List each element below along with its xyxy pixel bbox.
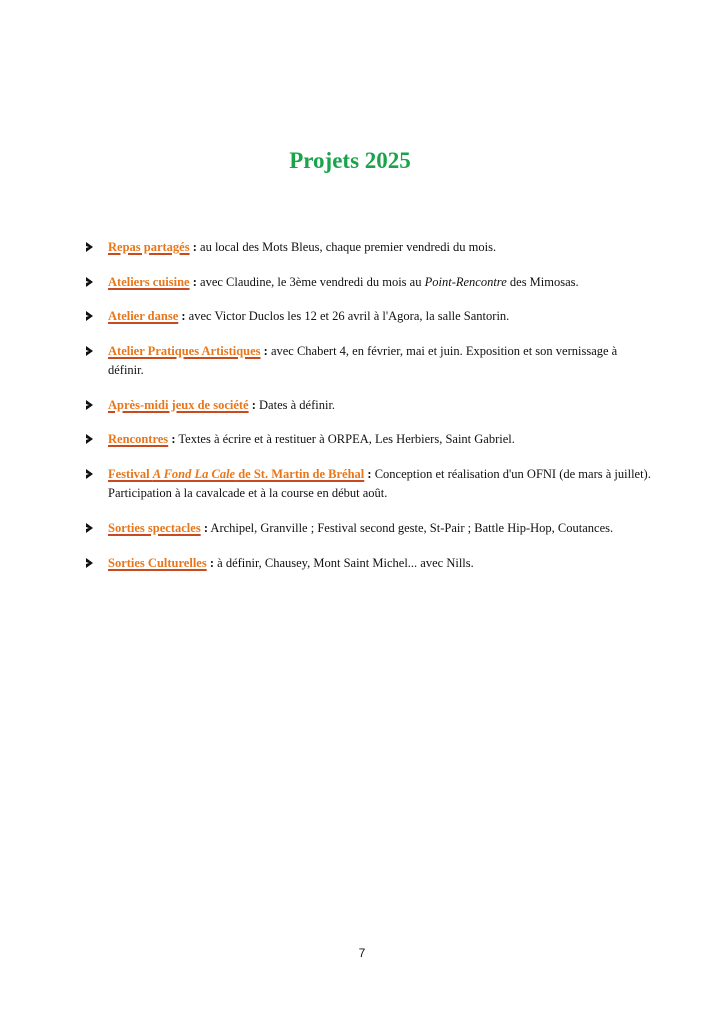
arrow-bullet-icon (86, 242, 93, 252)
project-label: Sorties Culturelles (108, 555, 207, 570)
project-description: Textes à écrire et à restituer à ORPEA, Les Herbiers, Saint Gabriel. (175, 432, 515, 446)
project-description: avec Victor Duclos les 12 et 26 avril à l'Agora, la salle Santorin. (185, 309, 510, 323)
project-label: Ateliers cuisine (108, 274, 190, 289)
project-label: Festival (108, 466, 153, 481)
project-item-spectacles (86, 519, 656, 538)
project-separator: : (364, 466, 372, 481)
project-label: Repas partagés (108, 240, 190, 254)
project-label: Rencontres (108, 432, 169, 446)
arrow-bullet-icon (86, 346, 93, 356)
arrow-bullet-icon (86, 558, 93, 568)
project-item-repas (86, 238, 656, 257)
project-separator: : (206, 555, 215, 570)
project-separator: : (168, 432, 176, 446)
project-label: Après-midi jeux de société (108, 397, 249, 412)
project-separator: : (189, 240, 197, 254)
project-label-end: de St. Martin de Bréhal (235, 466, 365, 481)
project-list (86, 238, 656, 588)
arrow-bullet-icon (86, 277, 93, 287)
project-description-italic: Point-Rencontre (424, 274, 507, 289)
arrow-bullet-icon (86, 434, 93, 444)
arrow-bullet-icon (86, 469, 93, 479)
project-item-festival (86, 465, 656, 503)
project-item-pratiques-artistiques (86, 342, 656, 380)
page-number: 7 (358, 946, 366, 960)
project-label-italic: A Fond La Cale (152, 466, 236, 481)
project-item-cuisine (86, 273, 656, 292)
project-separator: : (178, 309, 186, 323)
arrow-bullet-icon (86, 400, 93, 410)
project-separator: : (260, 343, 268, 358)
page-title: Projets 2025 (289, 148, 411, 173)
project-description: Dates à définir. (255, 397, 336, 412)
project-description: avec Chabert 4, en février, mai et juin. Exposition et son vernissage à définir. (108, 343, 618, 377)
project-description: au local des Mots Bleus, chaque premier vendredi du mois. (196, 240, 497, 254)
project-label: Atelier Pratiques Artistiques (108, 343, 261, 358)
project-label: Sorties spectacles (108, 520, 201, 535)
project-description: Conception et réalisation d'un OFNI (de mars à juillet). Participation à la cavalcade et à la course en début août. (108, 466, 651, 500)
project-item-culturelles (86, 554, 656, 573)
project-item-danse (86, 307, 656, 326)
project-separator: : (189, 274, 197, 289)
arrow-bullet-icon (86, 311, 93, 321)
project-description: avec Claudine, le 3ème vendredi du mois au (196, 274, 425, 289)
project-label: Atelier danse (108, 309, 179, 323)
project-item-rencontres (86, 430, 656, 449)
project-description: à définir, Chausey, Mont Saint Michel... avec Nills. (214, 555, 474, 570)
project-description: Archipel, Granville ; Festival second geste, St-Pair ; Battle Hip-Hop, Coutances. (207, 520, 614, 535)
project-separator: : (200, 520, 208, 535)
arrow-bullet-icon (86, 523, 93, 533)
project-separator: : (248, 397, 256, 412)
project-description-end: des Mimosas. (506, 274, 579, 289)
project-item-jeux (86, 396, 656, 415)
